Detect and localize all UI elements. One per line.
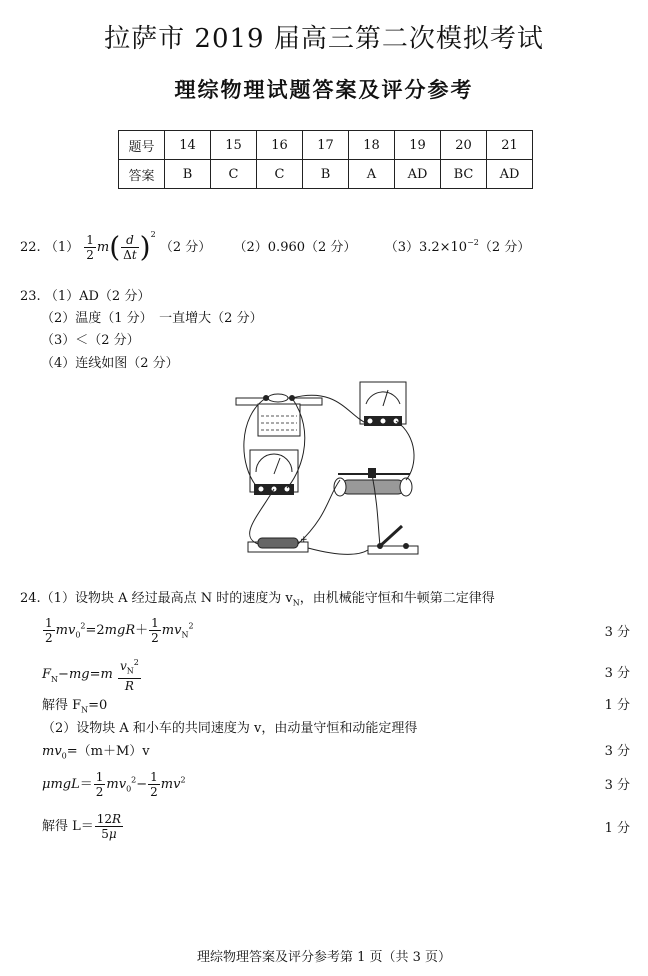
equation-energy: $\frac{1}{2}$ $mv_0^2=2mgR+$ $\frac{1}{2}$ $mv_N^2$ bbox=[45, 616, 194, 645]
q22-part1-score: （2 分） bbox=[159, 240, 212, 255]
answer-cell: AD bbox=[395, 160, 441, 189]
row-label: 答案 bbox=[119, 160, 165, 189]
equation-newton: $F_N-mg=m$ $\frac{v_N^2}{R}$ bbox=[42, 658, 139, 694]
q23-part4: （4）连线如图（2 分） bbox=[41, 356, 179, 371]
table-row bbox=[119, 160, 533, 189]
question-number: 16 bbox=[257, 131, 303, 160]
svg-text:+: + bbox=[300, 535, 308, 545]
answer-cell: B bbox=[303, 160, 349, 189]
switch bbox=[368, 546, 418, 554]
q24-intro-subscript: N bbox=[292, 598, 300, 608]
solve-fn bbox=[42, 697, 107, 720]
answer-cell: AD bbox=[487, 160, 533, 189]
question-number: 14 bbox=[165, 131, 211, 160]
question-number: 17 bbox=[303, 131, 349, 160]
q24-intro-text: 24.（1）设物块 A 经过最高点 N 时的速度为 v bbox=[20, 591, 293, 606]
wire bbox=[308, 548, 368, 554]
score: 3 分 bbox=[604, 778, 630, 793]
circuit-diagram bbox=[228, 376, 428, 566]
equation-momentum-rhs: （m＋M）v bbox=[77, 744, 150, 759]
q22-part3-exponent: −2 bbox=[467, 238, 479, 247]
q22-line: 22. （1） $\frac{1}{2}$ m( $\frac{d}{\Delta t}$ )$^2$ （2 分） （2）0.960（2 分） $(3)3.2\times 10^{-2}(2$ 分） bbox=[20, 230, 531, 264]
page-footer: 理综物理答案及评分参考第 1 页（共 3 页） bbox=[196, 950, 452, 965]
equation-momentum: $mv_0=(m+M)v$ bbox=[42, 744, 150, 761]
q22-part3: （3）3.2×10 bbox=[384, 240, 468, 255]
q24-intro bbox=[20, 590, 495, 613]
q22-part1: （1） bbox=[44, 240, 80, 255]
equation-work-energy: μmgL＝ $\frac{1}{2}$ $mv_0^2-$ $\frac{1}{2}$ $mv^2$ bbox=[42, 770, 186, 799]
q22-label: 22. bbox=[20, 240, 41, 255]
beaker bbox=[258, 404, 300, 436]
solve-l-label: 解得 L＝ bbox=[42, 819, 94, 834]
solve-fn-value: =0 bbox=[88, 698, 108, 713]
q23-part1: （1）AD（2 分） bbox=[44, 289, 151, 304]
half-fraction: $\frac{1}{2}$ bbox=[86, 233, 94, 262]
score: 1 分 bbox=[604, 821, 630, 836]
question-number: 15 bbox=[211, 131, 257, 160]
page-title: 拉萨市 2019 届高三第二次模拟考试 bbox=[104, 24, 544, 54]
row-label: 题号 bbox=[119, 131, 165, 160]
wire bbox=[396, 421, 414, 480]
question-number: 18 bbox=[349, 131, 395, 160]
question-number: 21 bbox=[487, 131, 533, 160]
d-over-dt-fraction: $\frac{d}{\Delta t}$ bbox=[123, 233, 137, 262]
q23-part2: （2）温度（1 分） 一直增大（2 分） bbox=[41, 311, 263, 326]
wire bbox=[250, 489, 274, 544]
q22-part3-score: （2 分） bbox=[478, 240, 531, 255]
answer-cell: BC bbox=[441, 160, 487, 189]
score: 3 分 bbox=[604, 666, 630, 681]
answer-cell: C bbox=[257, 160, 303, 189]
score: 3 分 bbox=[604, 744, 630, 759]
q23-label: 23. bbox=[20, 289, 41, 304]
q23-part3: （3）＜（2 分） bbox=[41, 333, 140, 348]
answer-cell: B bbox=[165, 160, 211, 189]
answer-cell: C bbox=[211, 160, 257, 189]
solve-fn-subscript: N bbox=[81, 705, 89, 715]
table-row bbox=[119, 131, 533, 160]
question-number: 19 bbox=[395, 131, 441, 160]
question-number: 20 bbox=[441, 131, 487, 160]
solve-fn-label: 解得 F bbox=[42, 698, 82, 713]
q22-part2: （2）0.960（2 分） bbox=[233, 240, 357, 255]
q24-part2-intro: （2）设物块 A 和小车的共同速度为 v，由动量守恒和动能定理得 bbox=[42, 721, 418, 736]
score: 3 分 bbox=[604, 625, 630, 640]
page-subtitle: 理综物理试题答案及评分参考 bbox=[174, 77, 474, 102]
score: 1 分 bbox=[604, 698, 630, 713]
answer-table bbox=[118, 130, 533, 189]
q23-line1 bbox=[20, 288, 150, 306]
answer-cell: A bbox=[349, 160, 395, 189]
solve-l: 解得 L＝ $\frac{12R}{5\mu}$ bbox=[42, 812, 122, 841]
q24-intro-end: ，由机械能守恒和牛顿第二定律得 bbox=[299, 591, 495, 606]
